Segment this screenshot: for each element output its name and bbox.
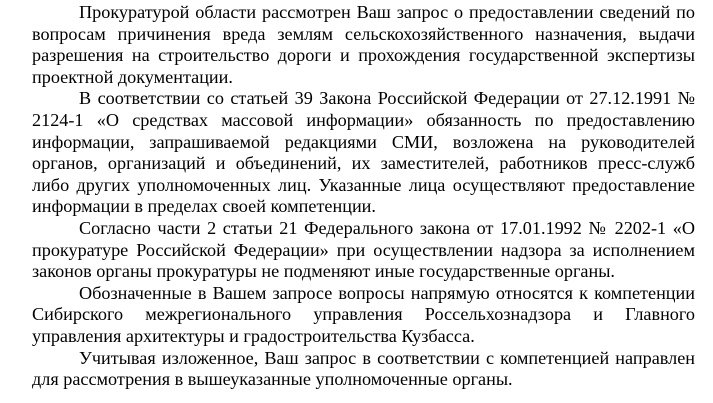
paragraph-media-law: В соответствии со статьей 39 Закона Российской Федерации от 27.12.1991 № 2124-1 «О средствах массовой информации» обязанность по предоставлению информации, запрашиваемой редакциями СМИ, возложена на руководителей органов, организаций и объединений, их заместителей, работников пресс-служб либо других уполномоченных лиц. Указанные лица осуществляют предоставление информации в пределах своей компетенции. <box>32 88 695 217</box>
letter-body <box>32 2 695 391</box>
paragraph-forwarded: Учитывая изложенное, Ваш запрос в соответствии с компетенцией направлен для рассмотрения в вышеуказанные уполномоченные органы. <box>32 347 695 390</box>
paragraph-prosecutor-law: Согласно части 2 статьи 21 Федерального закона от 17.01.1992 № 2202-1 «О прокуратуре Российской Федерации» при осуществлении надзора за исполнением законов органы прокуратуры не подменяют иные государственные органы. <box>32 217 695 282</box>
paragraph-request-reviewed: Прокуратурой области рассмотрен Ваш запрос о предоставлении сведений по вопросам причинения вреда землям сельскохозяйственного назначения, выдачи разрешения на строительство дороги и прохождения государственной экспертизы проектной документации. <box>32 2 695 87</box>
paragraph-competence: Обозначенные в Вашем запросе вопросы напрямую относятся к компетенции Сибирского межрегионального управления Россельхознадзора и Главного управления архитектуры и градостроительства Кузбасса. <box>32 282 695 346</box>
